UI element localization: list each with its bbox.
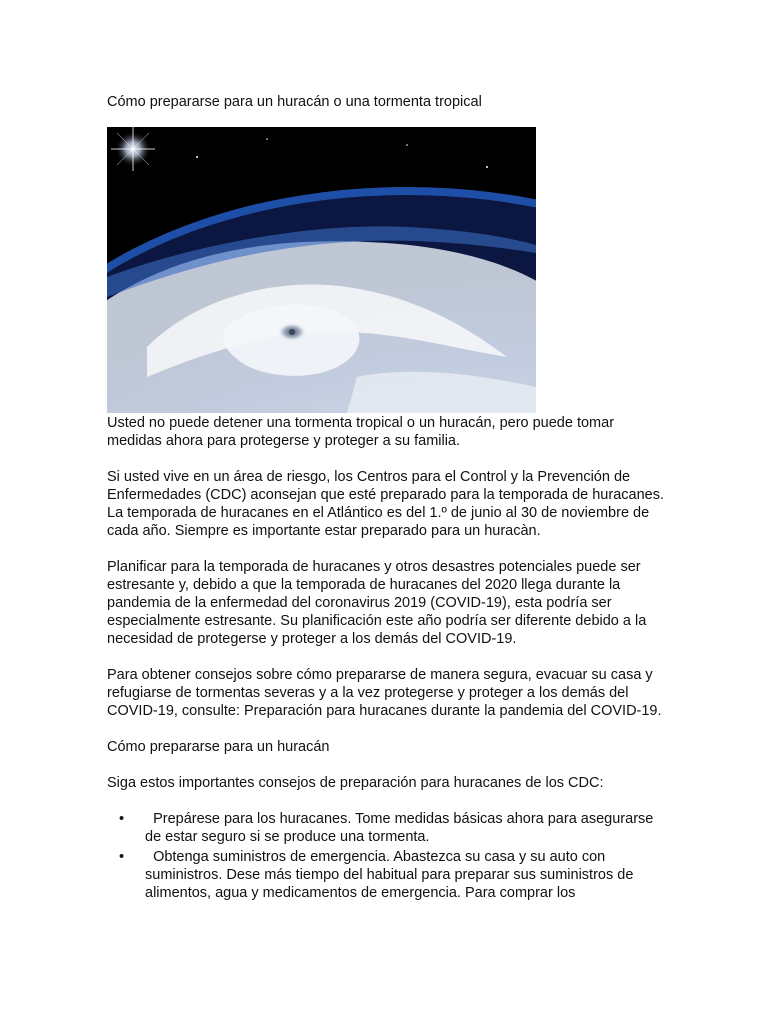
paragraph: Para obtener consejos sobre cómo prepararse de manera segura, evacuar su casa y refugiarse de tormentas severas y a la vez protegerse y proteger a los demás del COVID-19, consulte: Preparación para huracanes durante la pandemia del COVID-19. <box>107 667 662 719</box>
list-item-text: Obtenga suministros de emergencia. Abastezca su casa y su auto con suministros. Dese más tiempo del habitual para preparar sus suministros de alimentos, agua y medicamentos de emergencia. Para comprar los <box>145 849 638 901</box>
intro-text: Siga estos importantes consejos de preparación para huracanes de los CDC: <box>107 775 604 791</box>
list-item <box>107 810 667 846</box>
section-subheading: Cómo prepararse para un huracán <box>107 739 330 755</box>
tips-list <box>107 810 667 902</box>
list-item <box>107 848 667 902</box>
bullet-icon: • <box>119 811 125 827</box>
list-item-text: Prepárese para los huracanes. Tome medidas básicas ahora para asegurarse de estar seguro si se produce una tormenta. <box>145 811 658 845</box>
document-body <box>107 414 667 904</box>
hurricane-image <box>107 127 536 413</box>
paragraph: Usted no puede detener una tormenta tropical o un huracán, pero puede tomar medidas ahora para protegerse y proteger a su familia. <box>107 415 615 449</box>
paragraph: Planificar para la temporada de huracanes y otros desastres potenciales puede ser estresante y, debido a que la temporada de huracanes del 2020 llega durante la pandemia de la enfermedad del coronavirus 2019 (COVID-19), esta podría ser especialmente estresante. Su planificación este año podría ser diferente debido a la necesidad de protegerse y proteger a los demás del COVID-19. <box>107 559 647 647</box>
bullet-icon: • <box>119 849 125 865</box>
document-title: Cómo prepararse para un huracán o una tormenta tropical <box>107 94 482 110</box>
paragraph: Si usted vive en un área de riesgo, los Centros para el Control y la Prevención de Enfermedades (CDC) aconsejan que esté preparado para la temporada de huracanes. La temporada de huracanes en el Atlántico es del 1.º de junio al 30 de noviembre de cada año. Siempre es importante estar preparado para un huracàn. <box>107 469 664 539</box>
